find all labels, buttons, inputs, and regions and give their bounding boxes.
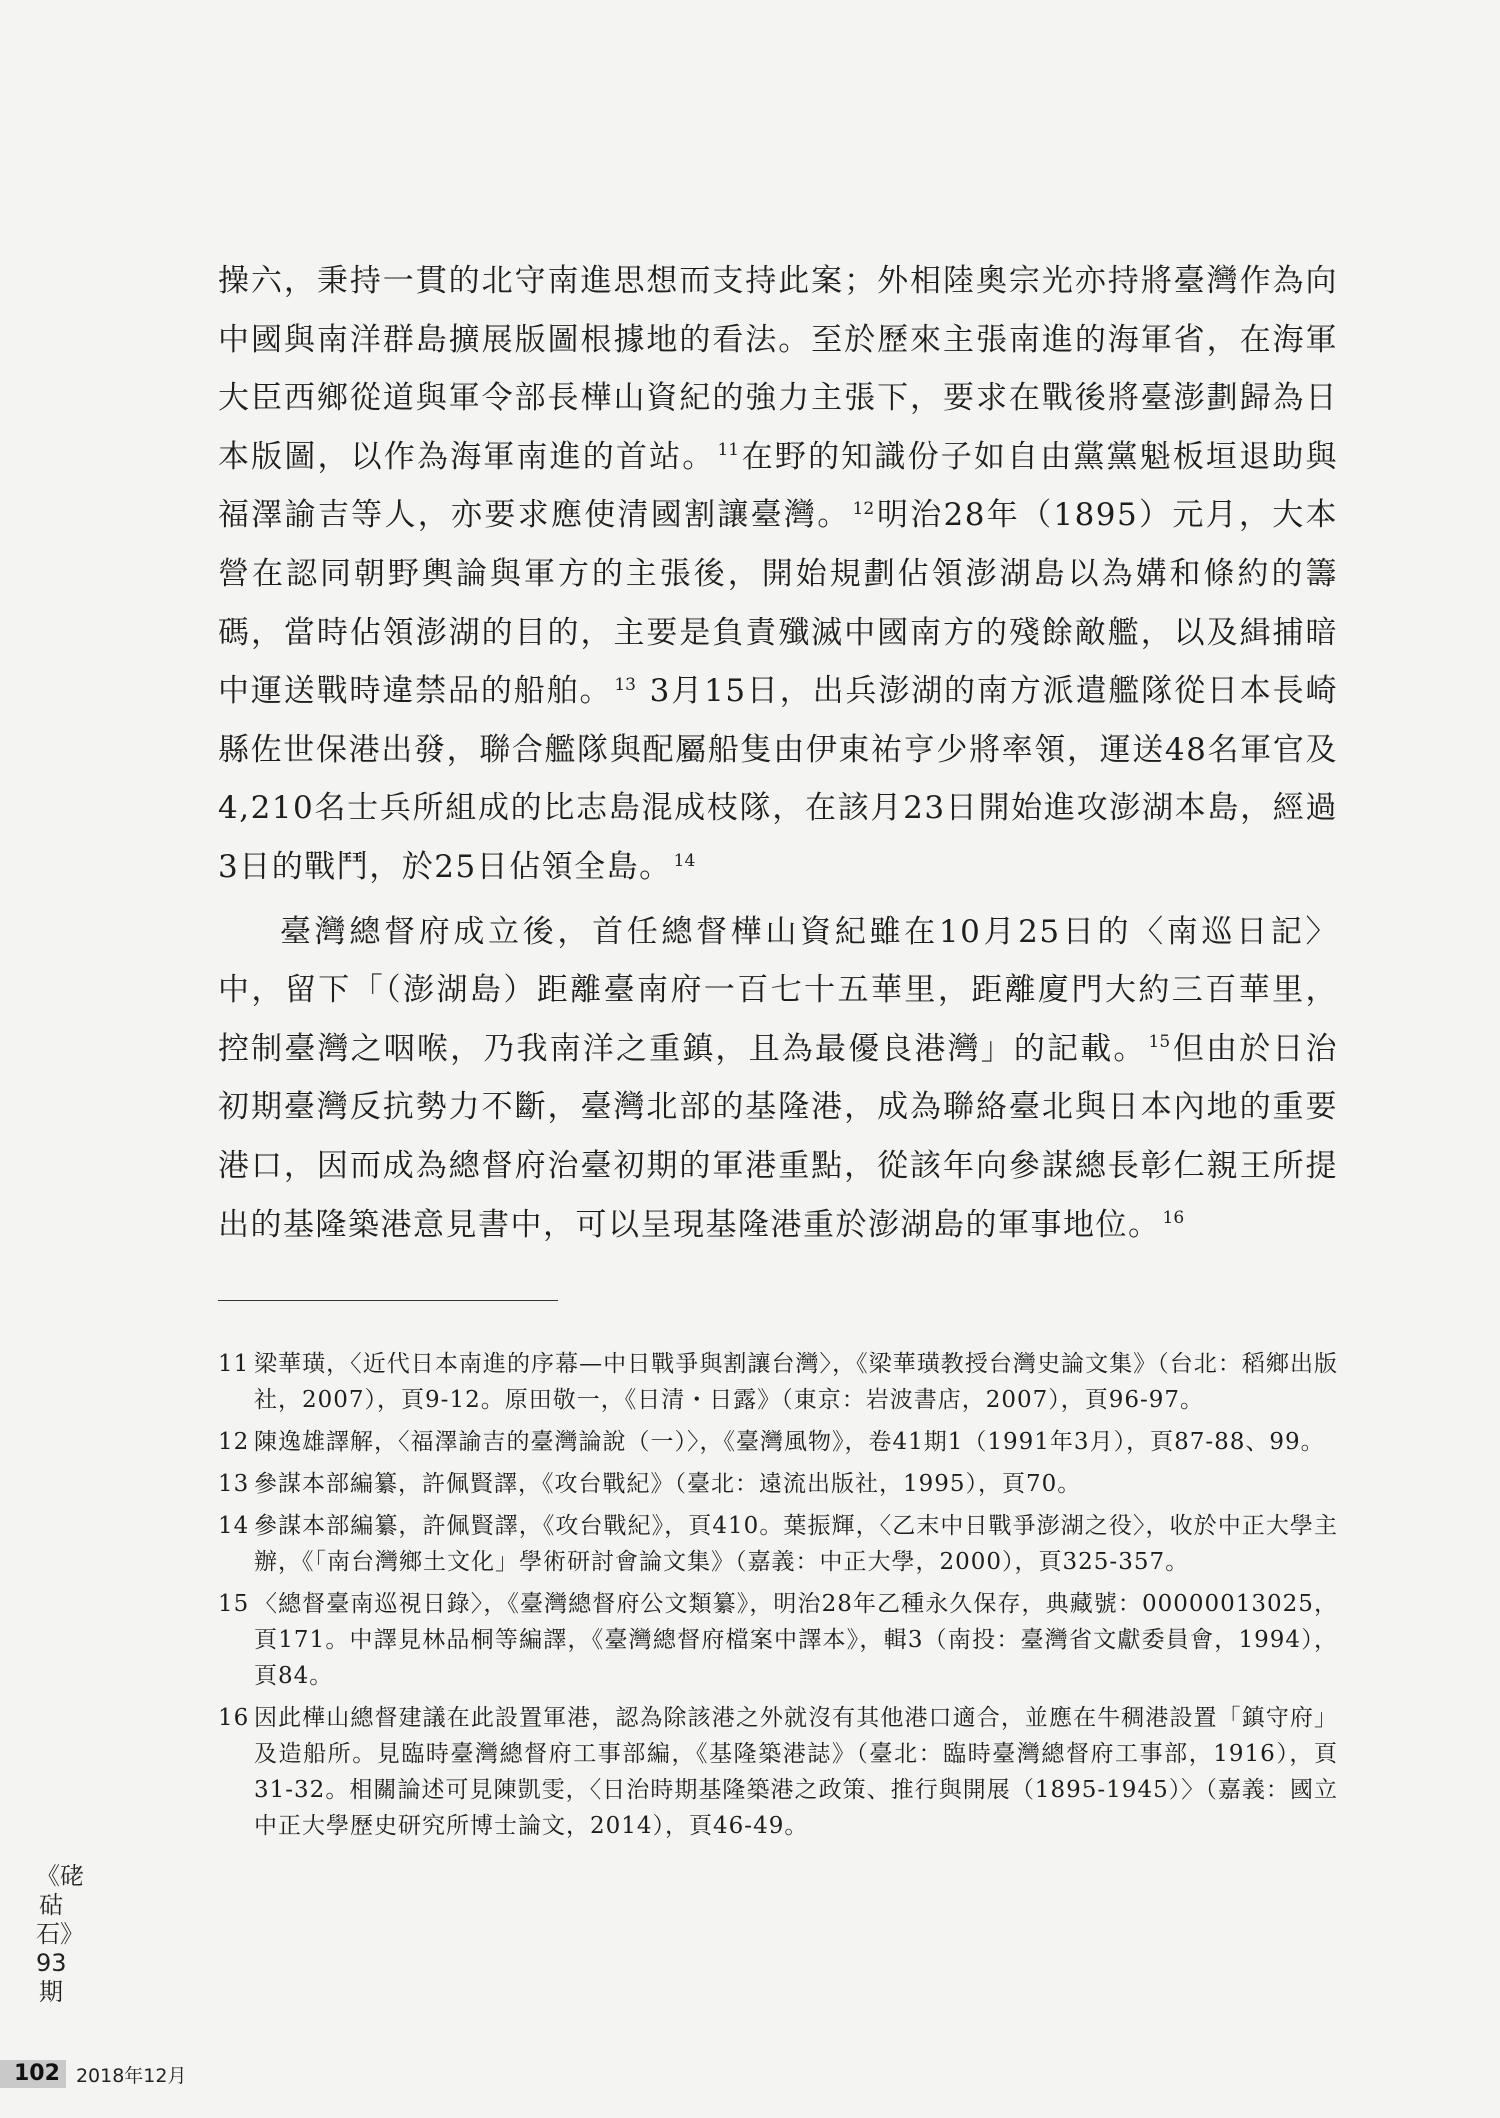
footnote-text: 參謀本部編纂，許佩賢譯，《攻台戰紀》，頁410。葉振輝，〈乙末中日戰爭澎湖之役〉，收於中正大學主辦，《「南台灣鄉土文化」學術研討會論文集》（嘉義：中正大學，2000），頁325-357。 [254,1513,1338,1575]
page-number: 102 [0,2060,66,2088]
footnote-text: 陳逸雄譯解，〈福澤諭吉的臺灣論說（一）〉，《臺灣風物》，卷41期1（1991年3月），頁87-88、99。 [254,1429,1325,1455]
footnote-14 [218,1508,1338,1580]
footnote-number: 11 [218,1351,250,1377]
article-body [218,252,1338,1254]
footnote-13 [218,1466,1338,1502]
footnote-11 [218,1346,1338,1418]
footnote-12 [218,1424,1338,1460]
footnote-ref-12[interactable]: 12 [852,499,875,520]
footnote-text: 梁華璜，〈近代日本南進的序幕—中日戰爭與割讓台灣〉，《梁華璜教授台灣史論文集》（台北：稻鄉出版社，2007），頁9-12。原田敬一，《日清・日露》（東京：岩波書店，2007），頁96-97。 [254,1351,1338,1413]
footnote-number: 12 [218,1429,250,1455]
footnote-number: 15 [218,1591,250,1617]
journal-side-title [36,1862,84,2007]
issue-unit: 期 [39,1978,63,2006]
footnote-ref-14[interactable]: 14 [673,850,696,871]
footnote-ref-11[interactable]: 11 [717,440,740,461]
footnote-number: 13 [218,1471,250,1497]
paragraph-2: 臺灣總督府成立後，首任總督樺山資紀雖在10月25日的〈南巡日記〉中，留下「（澎湖島）距離臺南府一百七十五華里，距離廈門大約三百華里，控制臺灣之咽喉，乃我南洋之重鎮，且為最優良港灣」的記載。 $^{15}$但由於日治初期臺灣反抗勢力不斷，臺灣北部的基隆港，成為聯絡臺北與日本內地的重要港口，因而成為總督府治臺初期的軍港重點，從該年向參謀總長彰仁親王所提出的基隆築港意見書中，可以呈現基隆港重於澎湖島的軍事地位。 $^{16}$ [218,913,1338,1243]
paragraph-1: 操六，秉持一貫的北守南進思想而支持此案；外相陸奧宗光亦持將臺灣作為向中國與南洋群島擴展版圖根據地的看法。至於歷來主張南進的海軍省，在海軍大臣西鄉從道與軍令部長樺山資紀的強力主張下，要求在戰後將臺澎劃歸為日本版圖，以作為海軍南進的首站。 $^{11}$在野的知識份子如自由黨黨魁板垣退助與福澤諭吉等人，亦要求應使清國割讓臺灣。 $^{12}$明治28年（1895）元月，大本營在認同朝野輿論與軍方的主張後，開始規劃佔領澎湖島以為媾和條約的籌碼，當時佔領澎湖的目的，主要是負責殲滅中國南方的殘餘敵艦，以及緝捕暗中運送戰時違禁品的船舶。 $^{13}$ 3月15日，出兵澎湖的南方派遣艦隊從日本長崎縣佐世保港出發，聯合艦隊與配屬船隻由伊東祐亨少將率領，運送48名軍官及4,210名士兵所組成的比志島混成枝隊，在該月23日開始進攻澎湖本島，經過3日的戰鬥，於25日佔領全島。 $^{14}$ [218,263,1339,885]
footnote-text: 因此樺山總督建議在此設置軍港，認為除該港之外就沒有其他港口適合，並應在牛稠港設置「鎮守府」及造船所。見臨時臺灣總督府工事部編，《基隆築港誌》（臺北：臨時臺灣總督府工事部，1916），頁31-32。相關論述可見陳凱雯，〈日治時期基隆築港之政策、推行與開展（1895-1945）〉（嘉義：國立中正大學歷史研究所博士論文，2014），頁46-49。 [254,1705,1338,1839]
footnote-divider [218,1300,558,1301]
footnote-16 [218,1700,1338,1844]
page-folio [0,2060,186,2088]
journal-name: 《硓𥑮石》 [36,1862,84,1948]
footnotes-section [218,1346,1338,1850]
issue-date: 2018年12月 [75,2064,187,2087]
footnote-ref-16[interactable]: 16 [1162,1208,1185,1229]
footnote-ref-13[interactable]: 13 [614,674,636,695]
footnote-ref-15[interactable]: 15 [1148,1032,1171,1053]
footnote-15 [218,1586,1338,1694]
footnote-text: 〈總督臺南巡視日錄〉，《臺灣總督府公文類纂》，明治28年乙種永久保存，典藏號：00000013025，頁171。中譯見林品桐等編譯，《臺灣總督府檔案中譯本》，輯3（南投：臺灣省文獻委員會，1994），頁84。 [254,1591,1338,1689]
footnote-number: 16 [218,1705,250,1731]
issue-number: 93 [36,1949,67,1977]
footnote-text: 參謀本部編纂，許佩賢譯，《攻台戰紀》（臺北：遠流出版社，1995），頁70。 [254,1471,1082,1497]
footnote-number: 14 [218,1513,250,1539]
